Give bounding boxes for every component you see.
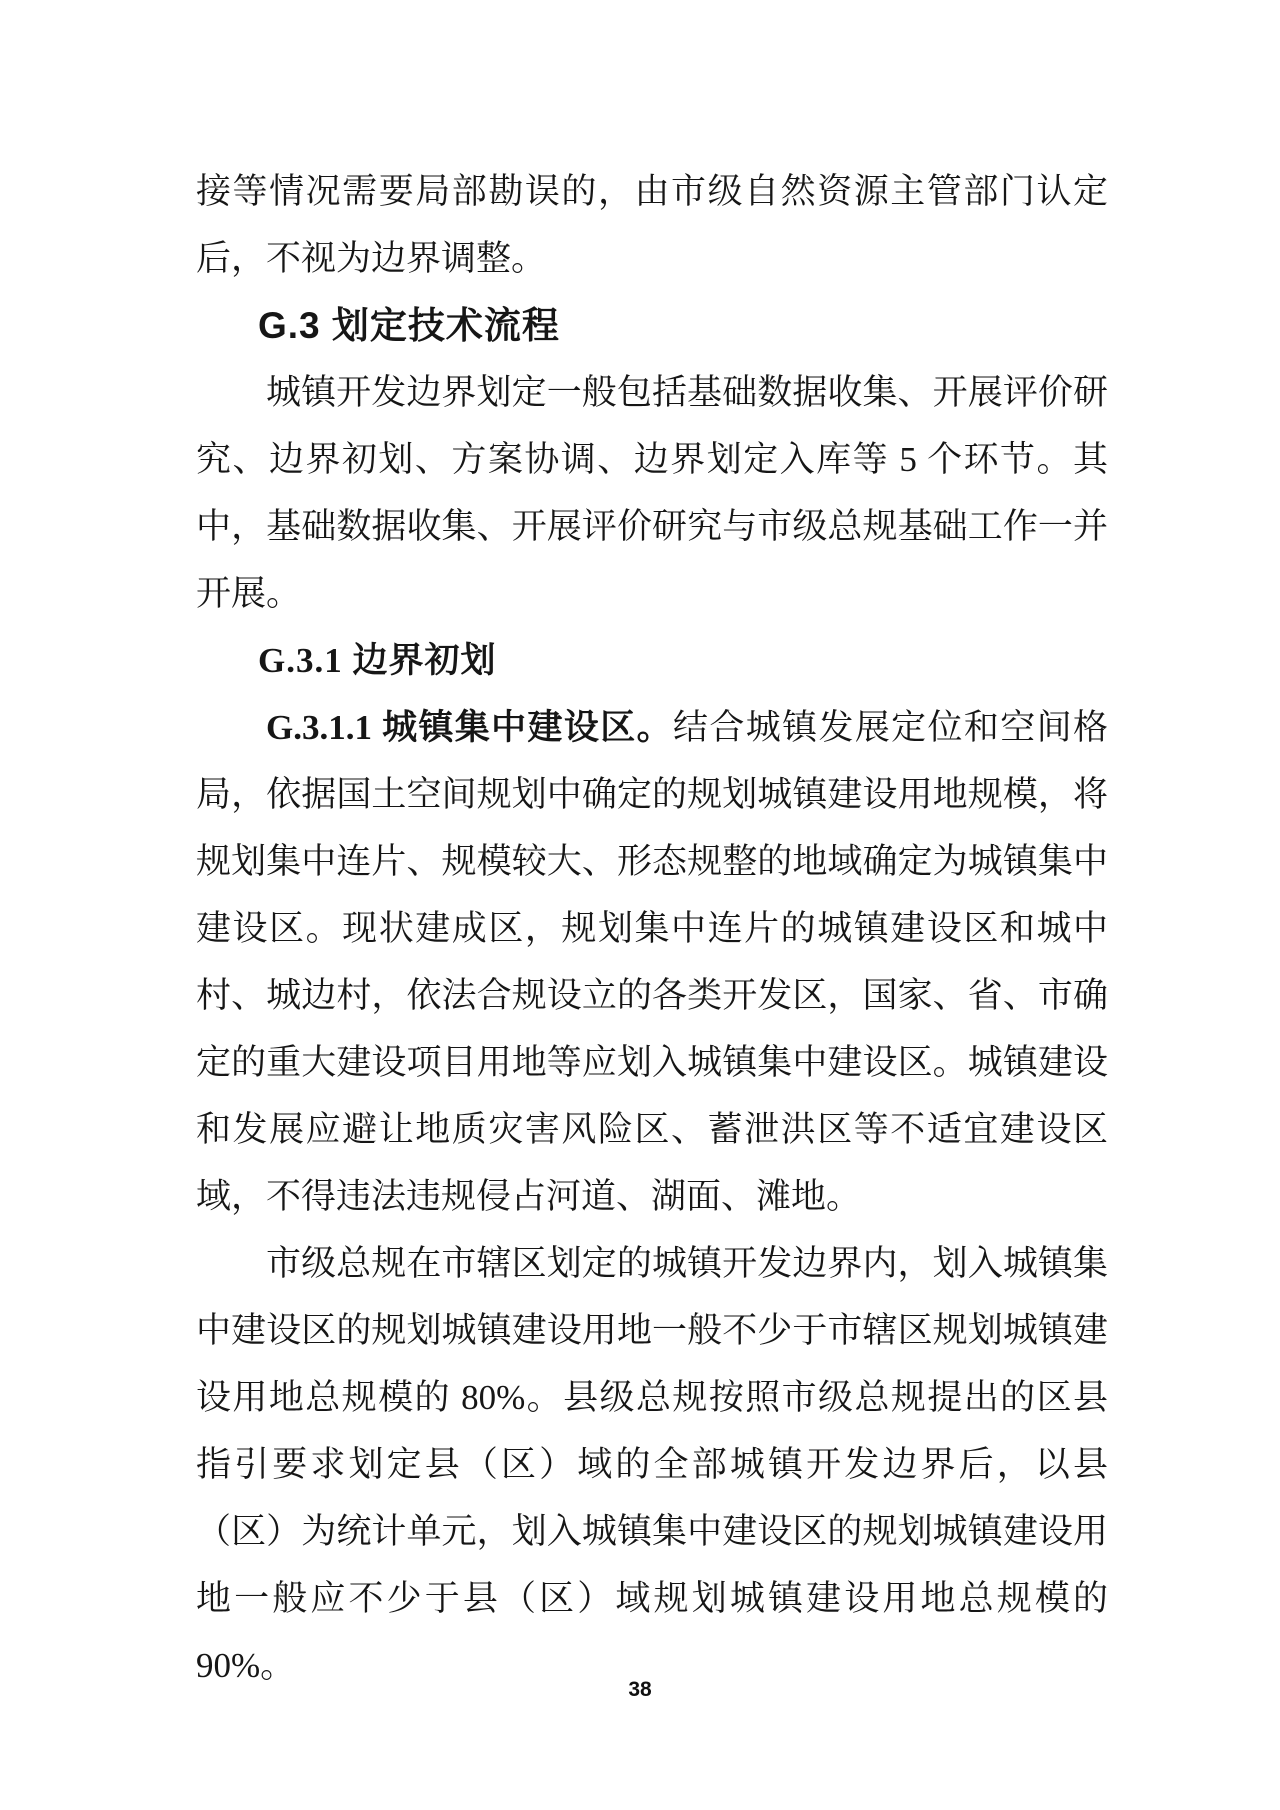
page-number: 38	[628, 1678, 652, 1701]
paragraph-g311-lead-label: G.3.1.1 城镇集中建设区。	[266, 708, 673, 747]
paragraph-g311-concentrated-construction-area	[196, 694, 1108, 1230]
paragraph-g3-intro: 城镇开发边界划定一般包括基础数据收集、开展评价研究、边界初划、方案协调、边界划定入库等 5 个环节。其中，基础数据收集、开展评价研究与市级总规基础工作一并开展。	[196, 373, 1108, 613]
page-footer	[0, 1678, 1280, 1702]
paragraph-quota-requirements: 市级总规在市辖区划定的城镇开发边界内，划入城镇集中建设区的规划城镇建设用地一般不少于市辖区规划城镇建设用地总规模的 80%。县级总规按照市级总规提出的区县指引要求划定县（区）域的全部城镇开发边界后，以县（区）为统计单元，划入城镇集中建设区的规划城镇建设用地一般应不少于县（区）域规划城镇建设用地总规模的 90%。	[196, 1244, 1108, 1685]
heading-g3-delineation-process: G.3 划定技术流程	[258, 305, 560, 346]
heading-g31-initial-boundary: G.3.1 边界初划	[258, 641, 497, 680]
page-body-text	[196, 158, 1108, 1699]
paragraph-g311-body-text: 结合城镇发展定位和空间格局，依据国土空间规划中确定的规划城镇建设用地规模，将规划集中连片、规模较大、形态规整的地域确定为城镇集中建设区。现状建成区，规划集中连片的城镇建设区和城中村、城边村，依法合规设立的各类开发区，国家、省、市确定的重大建设项目用地等应划入城镇集中建设区。城镇建设和发展应避让地质灾害风险区、蓄泄洪区等不适宜建设区域，不得违法违规侵占河道、湖面、滩地。	[196, 708, 1108, 1216]
paragraph-boundary-adjustment: 接等情况需要局部勘误的，由市级自然资源主管部门认定后，不视为边界调整。	[196, 172, 1108, 278]
